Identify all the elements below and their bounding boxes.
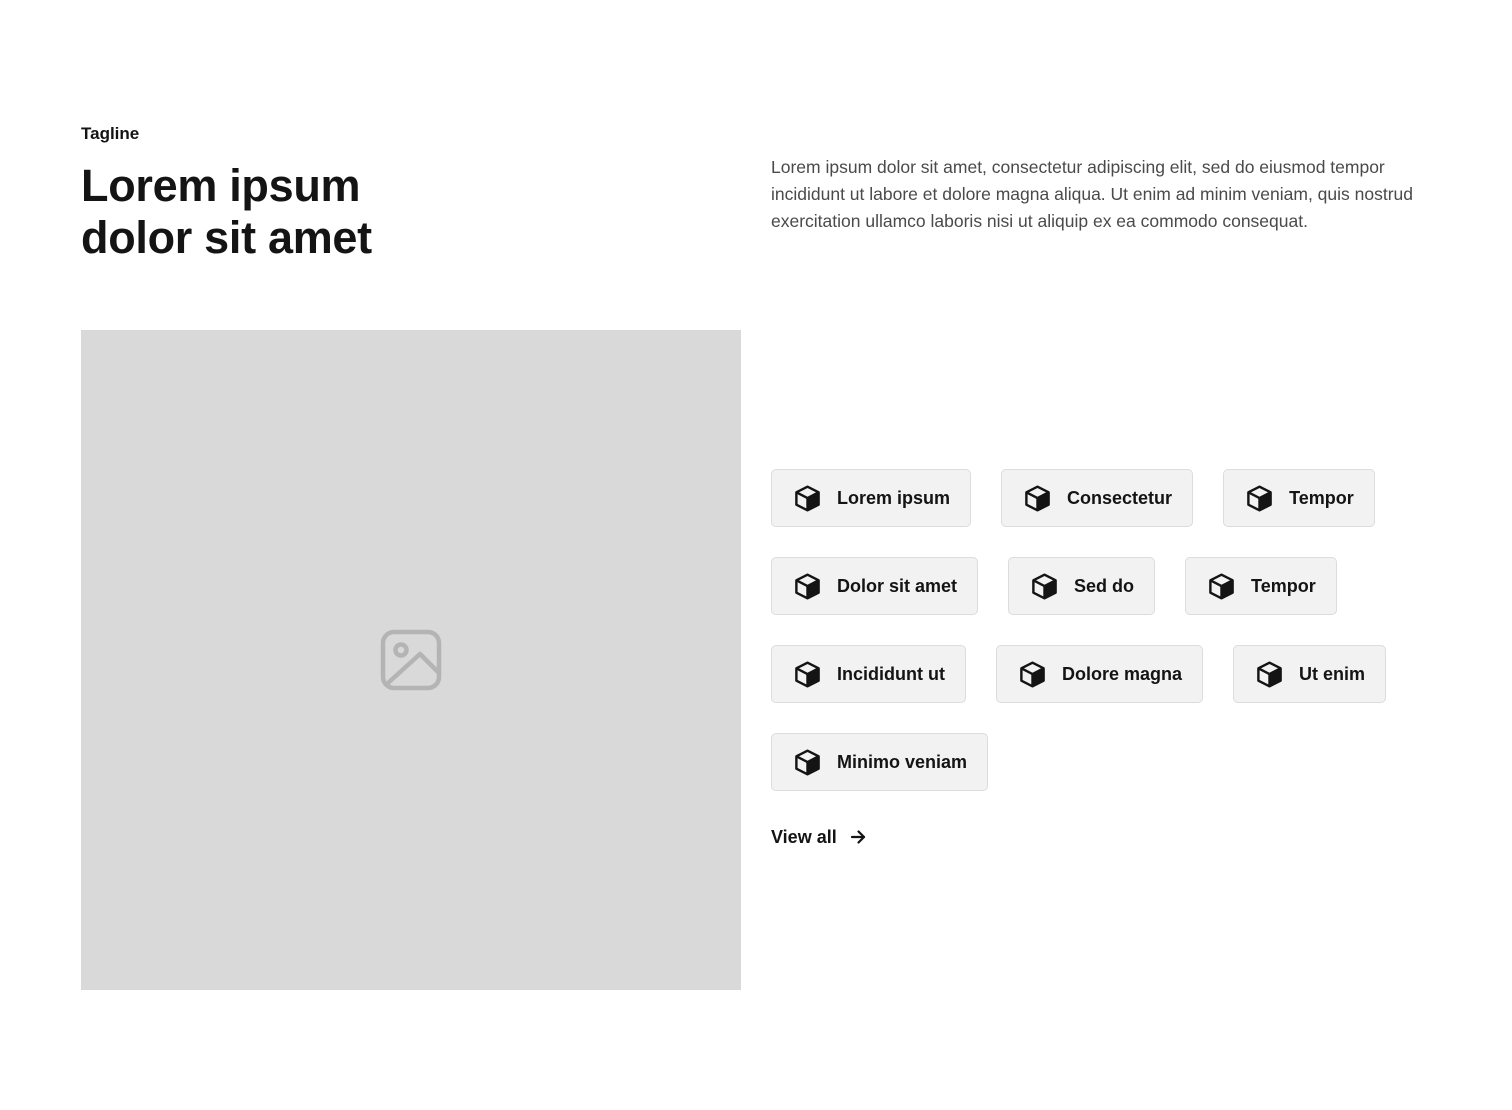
tag-row xyxy=(771,469,1451,527)
tag-label: Ut enim xyxy=(1299,663,1366,684)
cube-icon xyxy=(793,572,822,601)
image-placeholder-icon xyxy=(380,629,442,691)
tag-label: Dolore magna xyxy=(1061,663,1183,684)
view-all-label: View all xyxy=(771,826,837,847)
view-all-link[interactable] xyxy=(771,824,867,850)
cube-icon xyxy=(1018,660,1047,689)
tag-button[interactable] xyxy=(771,469,971,527)
tag-label: Sed do xyxy=(1074,575,1135,596)
tag-row xyxy=(771,645,1451,703)
cube-icon xyxy=(1255,660,1284,689)
tag-button[interactable] xyxy=(1223,469,1375,527)
tag-label: Minimo veniam xyxy=(837,751,968,772)
tag-button[interactable] xyxy=(1185,557,1337,615)
tag-label: Tempor xyxy=(1289,487,1354,508)
tag-list xyxy=(771,469,1451,821)
tag-button[interactable] xyxy=(771,557,978,615)
cube-icon xyxy=(793,660,822,689)
cube-icon xyxy=(1245,484,1274,513)
tagline: Tagline xyxy=(81,124,140,143)
tag-button[interactable] xyxy=(1233,645,1386,703)
tag-button[interactable] xyxy=(771,733,988,791)
tag-label: Lorem ipsum xyxy=(837,487,951,508)
image-placeholder xyxy=(81,330,741,990)
cube-icon xyxy=(1030,572,1059,601)
tag-label: Tempor xyxy=(1251,575,1316,596)
arrow-right-icon xyxy=(849,828,867,846)
section-description: Lorem ipsum dolor sit amet, consectetur adipiscing elit, sed do eiusmod tempor incididunt ut labore et dolore magna aliqua. Ut enim ad minim veniam, quis nostrud exercitation ullamco laboris nisi ut aliquip ex ea commodo consequat. xyxy=(771,157,1414,231)
cube-icon xyxy=(1023,484,1052,513)
tag-button[interactable] xyxy=(1008,557,1155,615)
cube-icon xyxy=(1207,572,1236,601)
tag-button[interactable] xyxy=(1001,469,1193,527)
tag-label: Incididunt ut xyxy=(837,663,945,684)
tag-button[interactable] xyxy=(996,645,1203,703)
page-title: Lorem ipsum dolor sit amet xyxy=(81,160,372,263)
cube-icon xyxy=(793,484,822,513)
tag-label: Consectetur xyxy=(1067,487,1173,508)
tag-button[interactable] xyxy=(771,645,966,703)
tag-row xyxy=(771,733,1451,791)
tag-row xyxy=(771,557,1451,615)
cube-icon xyxy=(793,748,822,777)
tag-label: Dolor sit amet xyxy=(837,575,958,596)
